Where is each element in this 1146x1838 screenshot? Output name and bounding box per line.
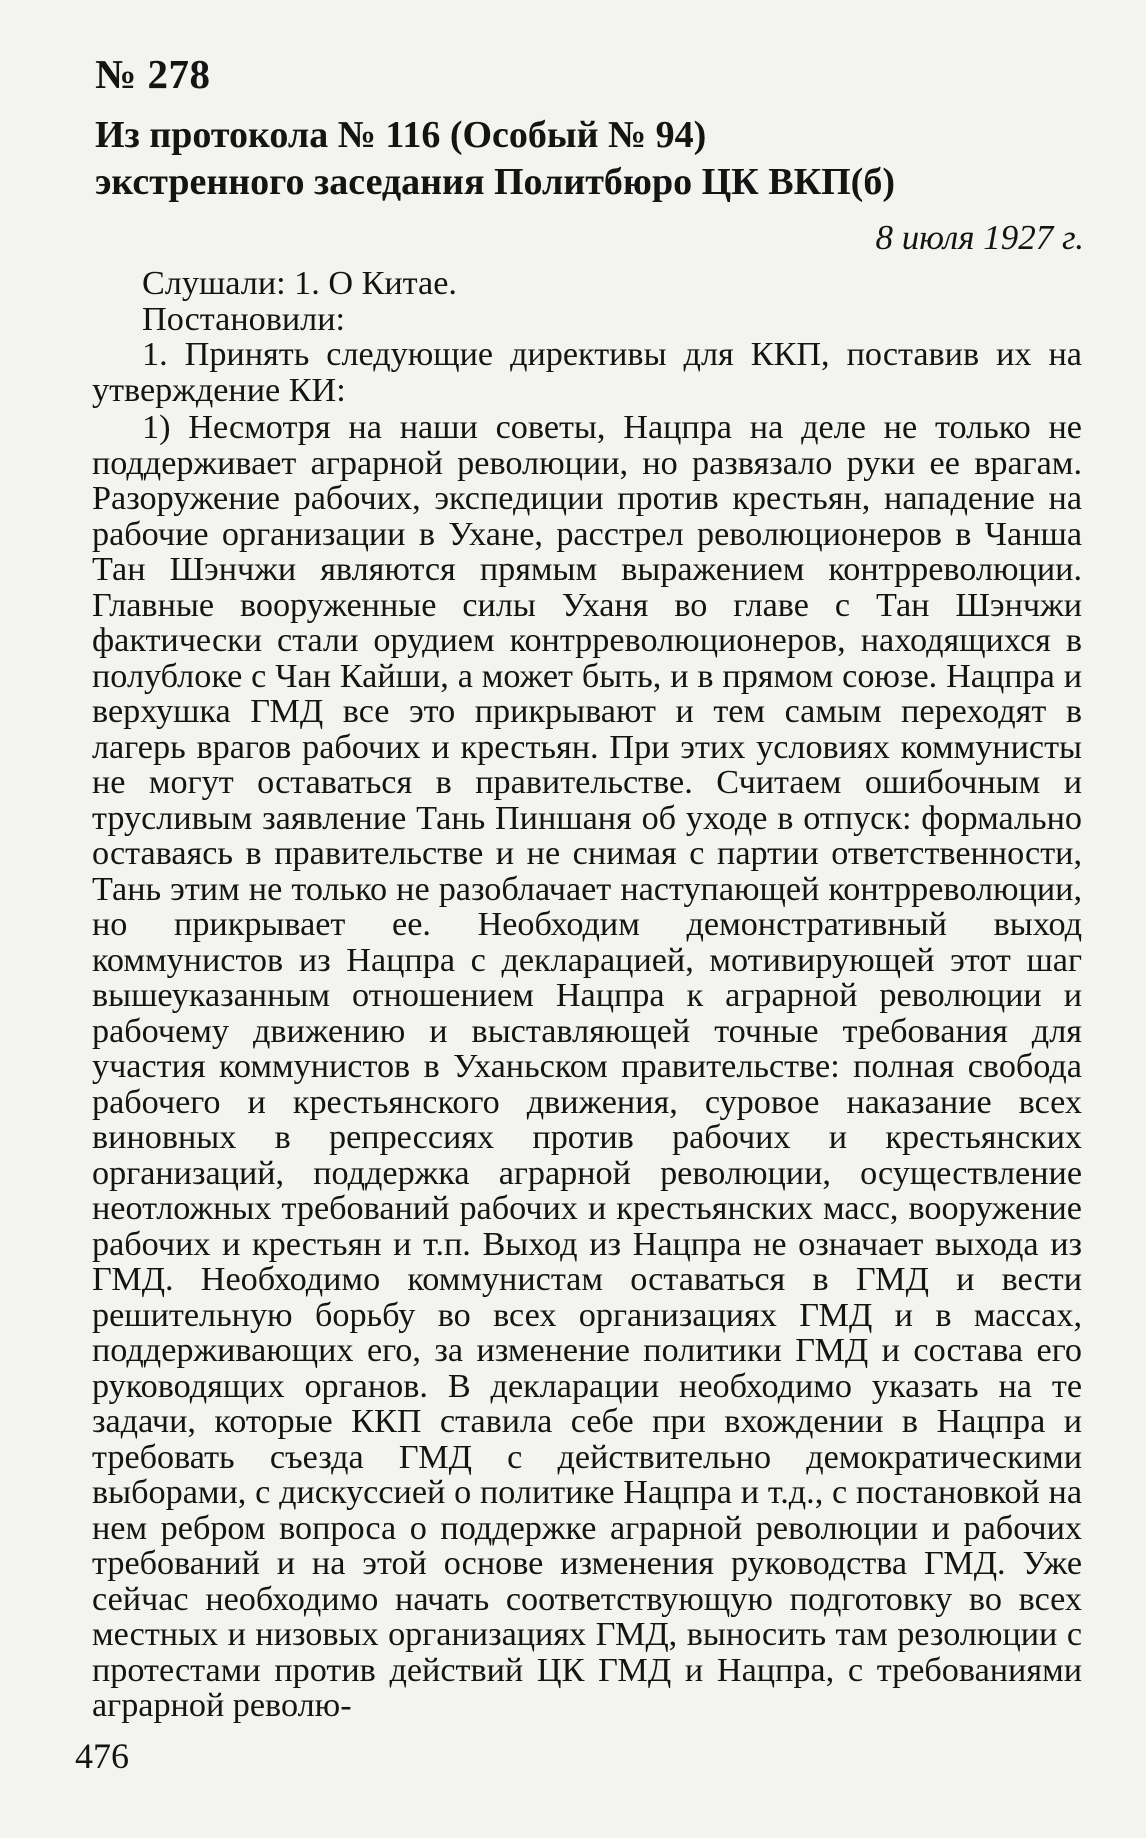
item-1-paragraph: 1. Принять следующие директивы для ККП, поставив их на утверждение КИ: (92, 336, 1082, 409)
directive-1-paragraph: 1) Несмотря на наши советы, Нацпра на деле не только не поддерживает аграрной революции, но развязало руки ее врагам. Разоружение рабочих, экспедиции против крестьян, нападение на рабочие организации в Ухане, расстрел революционеров в Чанша Тан Шэнчжи являются прямым выражением контрреволюции. Главные вооруженные силы Уханя во главе с Тан Шэнчжи фактически стали орудием контрреволюционеров, находящихся в полублоке с Чан Кайши, а может быть, и в прямом союзе. Нацпра и верхушка ГМД все это прикрывают и тем самым переходят в лагерь врагов рабочих и крестьян. При этих условиях коммунисты не могут оставаться в правительстве. Считаем ошибочным и трусливым заявление Тань Пиншаня об уходе в отпуск: формально оставаясь в правительстве и не снимая с партии ответственности, Тань этим не только не разоблачает наступающей контрреволюции, но прикрывает ее. Необходим демонстративный выход коммунистов из Нацпра с декларацией, мотивирующей этот шаг вышеуказанным отношением Нацпра к аграрной революции и рабочему движению и выставляющей точные требования для участия коммунистов в Уханьском правительстве: полная свобода рабочего и крестьянского движения, суровое наказание всех виновных в репрессиях против рабочих и крестьянских организаций, поддержка аграрной революции, осуществление неотложных требований рабочих и крестьянских масс, вооружение рабочих и крестьян и т.п. Выход из Нацпра не означает выхода из ГМД. Необходимо коммунистам оставаться в ГМД и вести решительную борьбу во всех организациях ГМД и в массах, поддерживающих его, за изменение политики ГМД и состава его руководящих органов. В декларации необходимо указать на те задачи, которые ККП ставила себе при вхождении в Нацпра и требовать съезда ГМД с действительно демократическими выборами, с дискуссией о политике Нацпра и т.д., с постановкой на нем ребром вопроса о поддержке аграрной революции и рабочих требований и на этой основе изменения руководства ГМД. Уже сейчас необходимо начать соответствующую подготовку во всех местных и низовых организациях ГМД, выносить там резолюции с протестами против действий ЦК ГМД и Нацпра, с требованиями аграрной револю- (92, 409, 1082, 1724)
heard-line: Слушали: 1. О Китае. (142, 265, 457, 302)
document-body (92, 266, 1082, 1724)
page-number: 476 (75, 1736, 129, 1776)
document-date: 8 июля 1927 г. (875, 218, 1084, 257)
document-title (95, 112, 995, 206)
title-line-2: экстренного заседания Политбюро ЦК ВКП(б) (95, 161, 895, 203)
title-line-1: Из протокола № 116 (Особый № 94) (95, 114, 707, 156)
decided-line: Постановили: (142, 300, 346, 338)
document-number: № 278 (95, 51, 211, 97)
